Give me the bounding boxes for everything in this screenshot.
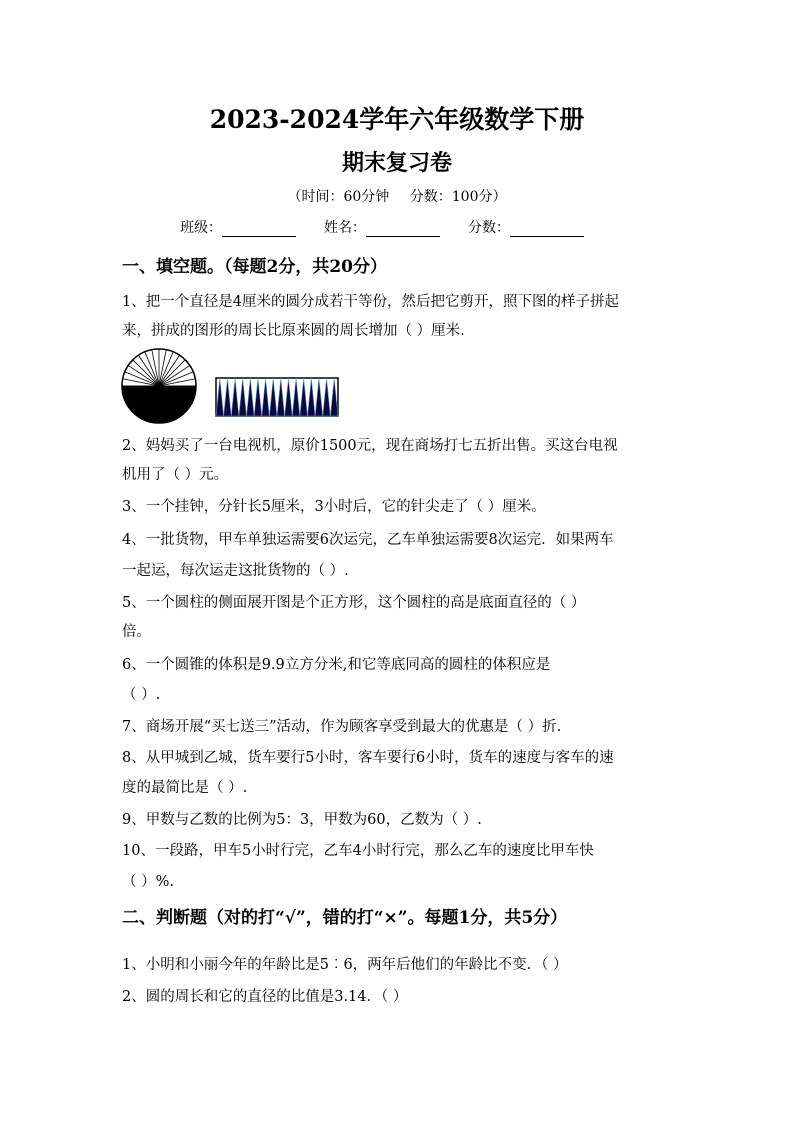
time-info: （时间：60分钟 <box>287 189 390 205</box>
rearranged-rectangle <box>216 378 338 416</box>
judge-question-2: 2、圆的周长和它的直径的比值是3.14．（ ） <box>122 989 408 1005</box>
question-2-line-2: 机用了（ ）元。 <box>122 467 229 483</box>
student-info <box>180 217 584 237</box>
judge-question-1: 1、小明和小丽今年的年龄比是5︰6，两年后他们的年龄比不变．（ ） <box>122 957 568 973</box>
question-2-line-1: 2、妈妈买了一台电视机，原价1500元，现在商场打七五折出售。买这台电视 <box>122 438 618 454</box>
class-field <box>180 217 296 237</box>
question-6-line-1: 6、一个圆锥的体积是9.9立方分米,和它等底同高的圆柱的体积应是 <box>122 657 551 673</box>
sector-line <box>133 360 159 386</box>
question-8-line-2: 度的最简比是（ ）. <box>122 780 248 796</box>
exam-meta <box>0 186 794 206</box>
question-1-line-2: 来，拼成的图形的周长比原来圆的周长增加（ ）厘米. <box>122 323 465 339</box>
name-field <box>324 217 440 237</box>
question-9: 9、甲数与乙数的比例为5：3，甲数为60，乙数为（ ）. <box>122 812 482 828</box>
section-1-title: 一、填空题。（每题2分，共20分） <box>122 257 387 277</box>
score-label: 分数： <box>468 220 510 236</box>
circle-cut-figure <box>120 348 350 428</box>
section-2-title: 二、判断题（对的打“√”，错的打“×”。每题1分，共5分） <box>122 908 568 928</box>
sector-line <box>159 360 185 386</box>
question-1-line-1: 1、把一个直径是4厘米的圆分成若干等份，然后把它剪开，照下图的样子拼起 <box>122 294 619 310</box>
question-4-line-2: 一起运，每次运走这批货物的（ ）. <box>122 563 349 579</box>
question-10-line-2: （ ）%. <box>122 874 174 890</box>
exam-title: 2023-2024学年六年级数学下册 <box>209 105 585 134</box>
class-blank[interactable] <box>222 222 296 237</box>
score-field <box>468 217 584 237</box>
question-3: 3、一个挂钟，分针长5厘米，3小时后，它的针尖走了（ ）厘米。 <box>122 499 546 515</box>
question-7: 7、商场开展“买七送三”活动，作为顾客享受到最大的优惠是（ ）折. <box>122 719 562 735</box>
question-4-line-1: 4、一批货物，甲车单独运需要6次运完，乙车单独运需要8次运完．如果两车 <box>122 532 614 548</box>
question-8-line-1: 8、从甲城到乙城，货车要行5小时，客车要行6小时，货车的速度与客车的速 <box>122 750 614 766</box>
question-6-line-2: （ ）. <box>122 687 161 703</box>
score-blank[interactable] <box>510 222 584 237</box>
question-5-line-2: 倍。 <box>122 624 151 640</box>
question-5-line-1: 5、一个圆柱的侧面展开图是个正方形，这个圆柱的高是底面直径的（ ） <box>122 595 586 611</box>
name-blank[interactable] <box>366 222 440 237</box>
divided-circle <box>122 349 196 423</box>
class-label: 班级： <box>180 220 222 236</box>
question-10-line-1: 10、一段路，甲车5小时行完，乙车4小时行完，那么乙车的速度比甲车快 <box>122 843 594 859</box>
name-label: 姓名： <box>324 220 366 236</box>
exam-subtitle: 期末复习卷 <box>341 150 452 176</box>
score-info: 分数：100分） <box>409 189 507 205</box>
